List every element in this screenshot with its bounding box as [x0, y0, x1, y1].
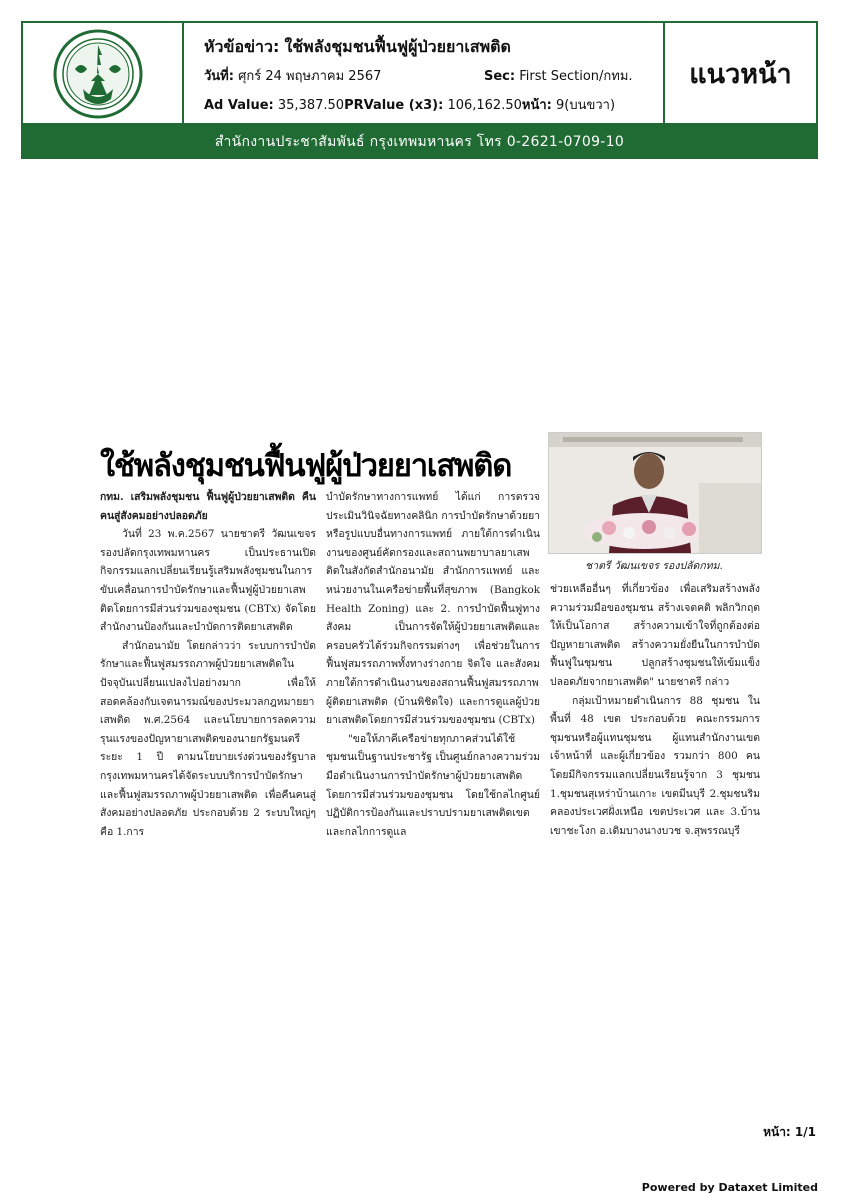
- sec-label: Sec:: [484, 69, 516, 84]
- page-value: 9(บนขวา): [555, 98, 616, 113]
- publication-name: แนวหน้า: [689, 58, 792, 90]
- headline-value: ใช้พลังชุมชนฟื้นฟูผู้ป่วยยาเสพติด: [284, 37, 511, 56]
- office-bar: สำนักงานประชาสัมพันธ์ กรุงเทพมหานคร โทร 0-2621-0709-10: [21, 125, 818, 159]
- speaker-photo-icon: [549, 433, 761, 553]
- article-column-3: [550, 580, 760, 888]
- publication-cell: [665, 23, 816, 123]
- article-paragraph: "ขอให้ภาคีเครือข่ายทุกภาคส่วนได้ใช้ชุมชนเป็นฐานประชารัฐ เป็นศูนย์กลางความร่วมมือดำเนินงานการบำบัดรักษาผู้ป่วยยาเสพติดโดยการมีส่วนร่วมของชุมชน โดยใช้กลไกศูนย์ปฏิบัติการป้องกันและปราบปรามยาเสพติดเขต และกลไกการดูแล: [326, 732, 540, 838]
- photo-caption: ชาตรี วัฒนเขจร รองปลัดกทม.: [585, 560, 723, 572]
- article-title: ใช้พลังชุมชนฟื้นฟูผู้ป่วยยาเสพติด: [100, 448, 512, 484]
- article-paragraph: ช่วยเหลืออื่นๆ ที่เกี่ยวข้อง เพื่อเสริมสร้างพลังความร่วมมือของชุมชน สร้างเจตคติ พลิกวิกฤตให้เป็นโอกาส สร้างความเข้าใจที่ถูกต้องต่อปัญหายาเสพติด สร้างความยั่งยืนในการบำบัดฟื้นฟูในชุมชน ปลูกสร้างชุมชนให้เข้มแข็ง ปลอดภัยจากยาเสพติด" นายชาตรี กล่าว: [550, 583, 760, 688]
- article-lead: กทม. เสริมพลังชุมชน ฟื้นฟูผู้ป่วยยาเสพติด คืนคนสู่สังคมอย่างปลอดภัย: [100, 491, 316, 522]
- ad-value-label: Ad Value:: [204, 98, 274, 113]
- clipping-header: [21, 21, 818, 125]
- headline-label: หัวข้อข่าว:: [204, 37, 280, 56]
- article-photo: [548, 432, 762, 554]
- page-indicator: หน้า: 1/1: [763, 1125, 816, 1139]
- ad-value: 35,387.50: [277, 98, 345, 113]
- article-column-1: [100, 488, 316, 888]
- date-row: [204, 65, 381, 86]
- powered-by: Powered by Dataxet Limited: [641, 1181, 818, 1194]
- bangkok-seal-icon: [53, 29, 143, 119]
- logo-cell: [23, 23, 184, 123]
- date-label: วันที่:: [204, 69, 234, 84]
- section-row: [484, 65, 633, 86]
- article-paragraph: วันที่ 23 พ.ค.2567 นายชาตรี วัฒนเขจร รองปลัดกรุงเทพมหานคร เป็นประธานเปิดกิจกรรมแลกเปลี่ยนเรียนรู้เสริมพลังชุมชนในการขับเคลื่อนการบำบัดรักษาและฟื้นฟูผู้ป่วยยาเสพติดโดยการมีส่วนร่วมของชุมชน (CBTx) จัดโดยสำนักงานป้องกันและบำบัดการติดยาเสพติด: [100, 528, 316, 634]
- headline-row: [204, 35, 511, 60]
- article-paragraph: สำนักอนามัย โดยกล่าวว่า ระบบการบำบัดรักษาและฟื้นฟูสมรรถภาพผู้ป่วยยาเสพติดในปัจจุบันเปลี่ยนแปลงไปอย่างมาก เพื่อให้สอดคล้องกับเจตนารมณ์ของประมวลกฎหมายยาเสพติด พ.ศ.2564 และนโยบายการลดความรุนแรงของปัญหายาเสพติดของนายกรัฐมนตรี ระยะ 1 ปี ตามนโยบายเร่งด่วนของรัฐบาล กรุงเทพมหานครได้จัดระบบบริการบำบัดรักษาและฟื้นฟูสมรรถภาพผู้ป่วยยาเสพติด เพื่อคืนคนสู่สังคมอย่างปลอดภัย ประกอบด้วย 2 ระบบใหญ่ๆ คือ 1.การ: [100, 639, 316, 838]
- article-paragraph: กลุ่มเป้าหมายดำเนินการ 88 ชุมชน ในพื้นที่ 48 เขต ประกอบด้วย คณะกรรมการชุมชนหรือผู้แทนชุมชน ผู้แทนสำนักงานเขต เจ้าหน้าที่ และผู้เกี่ยวข้อง รวมกว่า 800 คน โดยมีกิจกรรมแลกเปลี่ยนเรียนรู้จาก 3 ชุมชน 1.ชุมชนสุเหร่าบ้านเกาะ เขตมีนบุรี 2.ชุมชนริมคลองประเวศฝั่งเหนือ เขตประเวศ และ 3.บ้านเขาชะโงก อ.เดิมบางนางบวช จ.สุพรรณบุรี: [550, 694, 760, 837]
- article-column-2: [326, 488, 540, 888]
- pr-value-label: PRValue (x3):: [344, 98, 444, 113]
- page-label: หน้า:: [521, 98, 552, 113]
- value-row: [204, 94, 615, 115]
- sec-value: First Section/กทม.: [519, 69, 633, 84]
- date-value: ศุกร์ 24 พฤษภาคม 2567: [238, 69, 382, 84]
- article-paragraph: บำบัดรักษาทางการแพทย์ ได้แก่ การตรวจประเมินวินิจฉัยทางคลินิก การบำบัดรักษาด้วยยาหรือรูปแบบอื่นทางการแพทย์ ภายใต้การดำเนินงานของศูนย์คัดกรองและสถานพยาบาลยาเสพติดในสังกัดสำนักอนามัย สำนักการแพทย์ และหน่วยงานในเครือข่ายพื้นที่สุขภาพ (Bangkok Health Zoning) และ 2. การบำบัดฟื้นฟูทางสังคม เป็นการจัดให้ผู้ป่วยยาเสพติดและครอบครัวได้ร่วมกิจกรรมต่างๆ เพื่อช่วยในการฟื้นฟูสมรรถภาพทั้งทางร่างกาย จิตใจ และสังคม ภายใต้การดำเนินงานของสถานฟื้นฟูสมรรถภาพผู้ติดยาเสพติด (บ้านพิชิตใจ) และการดูแลผู้ป่วยยาเสพติดโดยการมีส่วนร่วมของชุมชน (CBTx): [326, 491, 540, 727]
- info-cell: [184, 23, 665, 123]
- pr-value: 106,162.50: [447, 98, 522, 113]
